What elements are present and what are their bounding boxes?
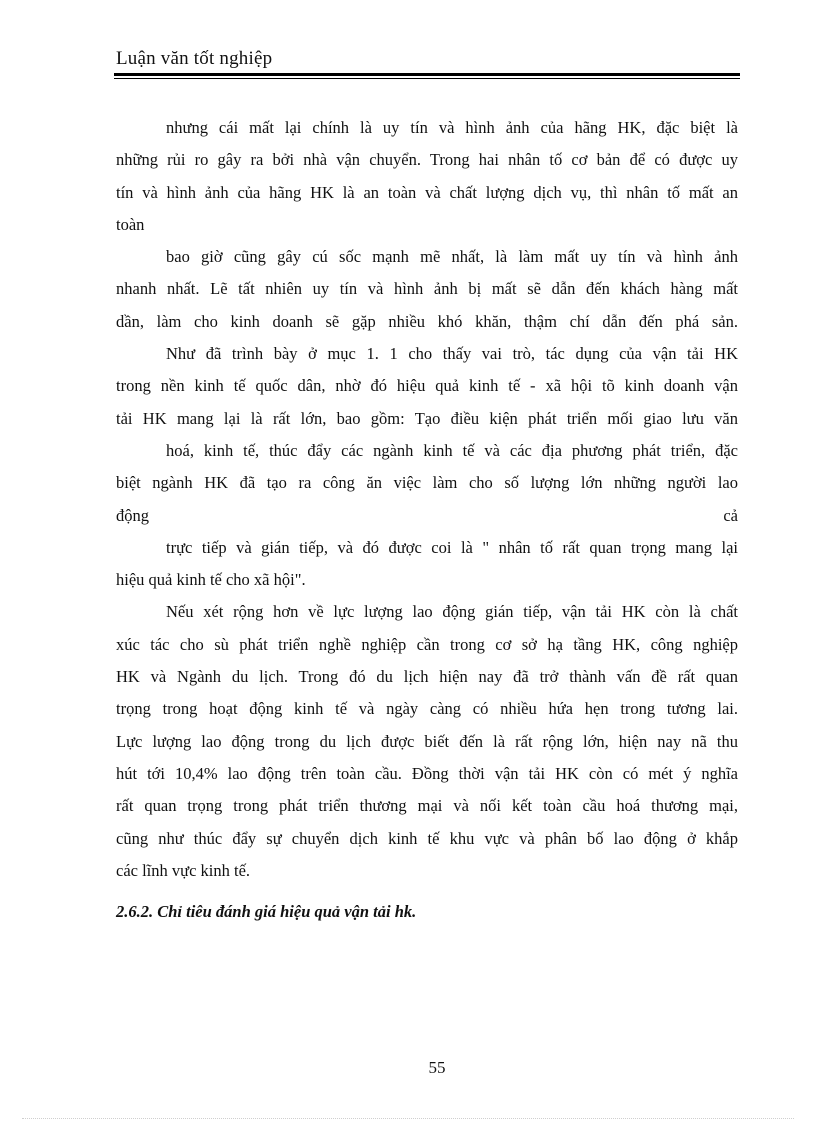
- header-rule-thin: [114, 78, 740, 79]
- text-line: hút tới 10,4% lao động trên toàn cầu. Đồng thời vận tải HK còn có mét ý nghĩa: [116, 763, 738, 783]
- body-text: [116, 112, 738, 887]
- page-number: 55: [428, 1058, 446, 1077]
- text-line: cũng như thúc đẩy sự chuyển dịch kinh tế khu vực và phân bố lao động ở khắp: [116, 828, 738, 848]
- text-line: bao giờ cũng gây cú sốc mạnh mẽ nhất, là làm mất uy tín và hình ảnh: [166, 247, 738, 267]
- text-line: các lĩnh vực kinh tế.: [116, 860, 251, 880]
- text-line: động cả: [116, 505, 738, 525]
- section-heading: 2.6.2. Chỉ tiêu đánh giá hiệu quả vận tải hk.: [116, 902, 417, 921]
- text-line: nhưng cái mất lại chính là uy tín và hình ảnh của hãng HK, đặc biệt là: [166, 118, 738, 137]
- text-line: dần, làm cho kinh doanh sẽ gặp nhiều khó khăn, thậm chí dẫn đến phá sản.: [116, 311, 738, 331]
- text-line: rất quan trọng trong phát triển thương mại và nối kết toàn cầu hoá thương mại,: [116, 796, 738, 816]
- text-line: hiệu quả kinh tế cho xã hội".: [116, 570, 306, 590]
- text-line: trực tiếp và gián tiếp, và đó được coi là " nhân tố rất quan trọng mang lại: [166, 537, 738, 557]
- text-line: trong nền kinh tế quốc dân, nhờ đó hiệu quả kinh tế - xã hội tõ kinh doanh vận: [116, 376, 738, 396]
- text-line: những rủi ro gây ra bởi nhà vận chuyển. Trong hai nhân tố cơ bản để có được uy: [116, 150, 738, 170]
- text-line: Lực lượng lao động trong du lịch được biết đến là rất rộng lớn, hiện nay nã thu: [116, 731, 738, 751]
- text-line: toàn: [116, 214, 145, 234]
- running-header: Luận văn tốt nghiệp: [116, 48, 273, 69]
- text-line: biệt ngành HK đã tạo ra công ăn việc làm cho số lượng lớn những người lao: [116, 473, 738, 493]
- text-line: Như đã trình bày ở mục 1. 1 cho thấy vai trò, tác dụng của vận tải HK: [166, 344, 738, 364]
- text-line: Nếu xét rộng hơn về lực lượng lao động gián tiếp, vận tải HK còn là chất: [166, 602, 738, 622]
- text-line: tải HK mang lại là rất lớn, bao gồm: Tạo điều kiện phát triển mối giao lưu văn: [116, 408, 738, 428]
- text-line: tín và hình ảnh của hãng HK là an toàn và chất lượng dịch vụ, thì nhân tố mất an: [116, 182, 738, 202]
- text-line: xúc tác cho sù phát triển nghề nghiệp cần trong cơ sở hạ tầng HK, công nghiệp: [116, 634, 738, 654]
- header-rule-thick: [114, 73, 740, 76]
- text-line: hoá, kinh tế, thúc đẩy các ngành kinh tế và các địa phương phát triển, đặc: [166, 440, 738, 460]
- text-line: trọng trong hoạt động kinh tế và ngày càng có nhiều hứa hẹn trong tương lai.: [116, 699, 738, 719]
- page-bottom-border: [22, 1118, 794, 1119]
- text-line: nhanh nhất. Lẽ tất nhiên uy tín và hình ảnh bị mất sẽ dẫn đến khách hàng mất: [116, 279, 738, 299]
- text-line: HK và Ngành du lịch. Trong đó du lịch hiện nay đã trở thành vấn đề rất quan: [116, 667, 738, 687]
